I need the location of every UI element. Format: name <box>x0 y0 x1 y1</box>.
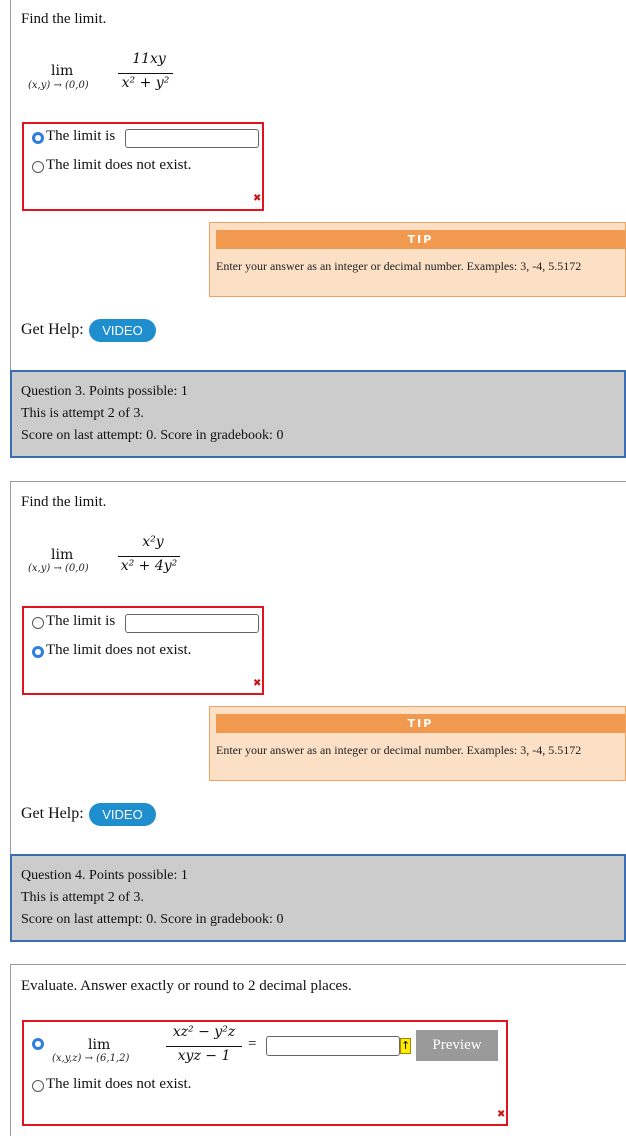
fraction-denominator: x² + y² <box>121 75 170 91</box>
radio-unselected-icon[interactable] <box>32 617 44 629</box>
panel-left-border <box>10 964 11 1136</box>
points-possible: Question 4. Points possible: 1 <box>21 868 188 883</box>
fraction-bar <box>166 1046 242 1047</box>
video-button[interactable]: VIDEO <box>89 803 156 826</box>
question-prompt: Find the limit. <box>21 11 107 27</box>
option-limit-value-label[interactable]: The limit is <box>46 613 116 629</box>
lim-word: lim <box>51 547 74 563</box>
question-prompt: Find the limit. <box>21 494 107 510</box>
tip-text: Enter your answer as an integer or decimal number. Examples: 3, -4, 5.5172 <box>216 743 582 757</box>
fraction-bar <box>118 73 173 74</box>
radio-selected-icon[interactable] <box>32 132 44 144</box>
tip-box <box>209 706 626 781</box>
radio-unselected-icon[interactable] <box>32 161 44 173</box>
question-info-panel <box>10 370 626 458</box>
answer-area <box>22 606 264 695</box>
panel-left-border <box>10 0 11 370</box>
radio-unselected-icon[interactable] <box>32 1080 44 1092</box>
x-mark-icon: ✖ <box>253 193 262 204</box>
option-limit-value-label[interactable]: The limit is <box>46 128 116 144</box>
lim-subscript: (x,y,z) → (6,1,2) <box>52 1053 130 1064</box>
get-help-label: Get Help: <box>21 321 84 338</box>
arrow-up-hint-icon[interactable]: ↑ <box>401 1039 411 1052</box>
limit-value-input[interactable] <box>125 614 259 633</box>
x-mark-icon: ✖ <box>497 1109 506 1120</box>
x-mark-icon: ✖ <box>253 678 262 689</box>
fraction-denominator: xyz − 1 <box>177 1048 231 1064</box>
lim-word: lim <box>51 63 74 79</box>
score-info: Score on last attempt: 0. Score in gradebook: 0 <box>21 428 284 443</box>
score-info: Score on last attempt: 0. Score in gradebook: 0 <box>21 912 284 927</box>
preview-button[interactable]: Preview <box>416 1030 498 1061</box>
answer-area <box>22 1020 508 1126</box>
video-button[interactable]: VIDEO <box>89 319 156 342</box>
option-dne-label[interactable]: The limit does not exist. <box>46 157 192 173</box>
attempt-info: This is attempt 2 of 3. <box>21 890 144 905</box>
lim-word: lim <box>88 1037 111 1053</box>
option-dne-label[interactable]: The limit does not exist. <box>46 642 192 658</box>
fraction-bar <box>118 556 180 557</box>
equals-sign: = <box>248 1036 257 1052</box>
panel-left-border <box>10 481 11 854</box>
lim-subscript: (x,y) → (0,0) <box>28 80 89 91</box>
limit-value-input[interactable] <box>266 1036 400 1056</box>
tip-box <box>209 222 626 297</box>
fraction-denominator: x² + 4y² <box>120 558 178 574</box>
radio-selected-icon[interactable] <box>32 1038 44 1050</box>
tip-header: TIP <box>216 230 625 249</box>
attempt-info: This is attempt 2 of 3. <box>21 406 144 421</box>
question-info-panel <box>10 854 626 942</box>
answer-area <box>22 122 264 211</box>
tip-header: TIP <box>216 714 625 733</box>
question-prompt: Evaluate. Answer exactly or round to 2 decimal places. <box>21 978 352 994</box>
radio-selected-icon[interactable] <box>32 646 44 658</box>
get-help-label: Get Help: <box>21 805 84 822</box>
option-dne-label[interactable]: The limit does not exist. <box>46 1076 192 1092</box>
limit-value-input[interactable] <box>125 129 259 148</box>
fraction-numerator: 11xy <box>132 51 166 67</box>
tip-text: Enter your answer as an integer or decimal number. Examples: 3, -4, 5.5172 <box>216 259 582 273</box>
fraction-numerator: xz² − y²z <box>172 1024 236 1040</box>
lim-subscript: (x,y) → (0,0) <box>28 563 89 574</box>
fraction-numerator: x²y <box>142 534 164 550</box>
points-possible: Question 3. Points possible: 1 <box>21 384 188 399</box>
panel-top-border <box>10 481 626 482</box>
panel-top-border <box>10 964 626 965</box>
